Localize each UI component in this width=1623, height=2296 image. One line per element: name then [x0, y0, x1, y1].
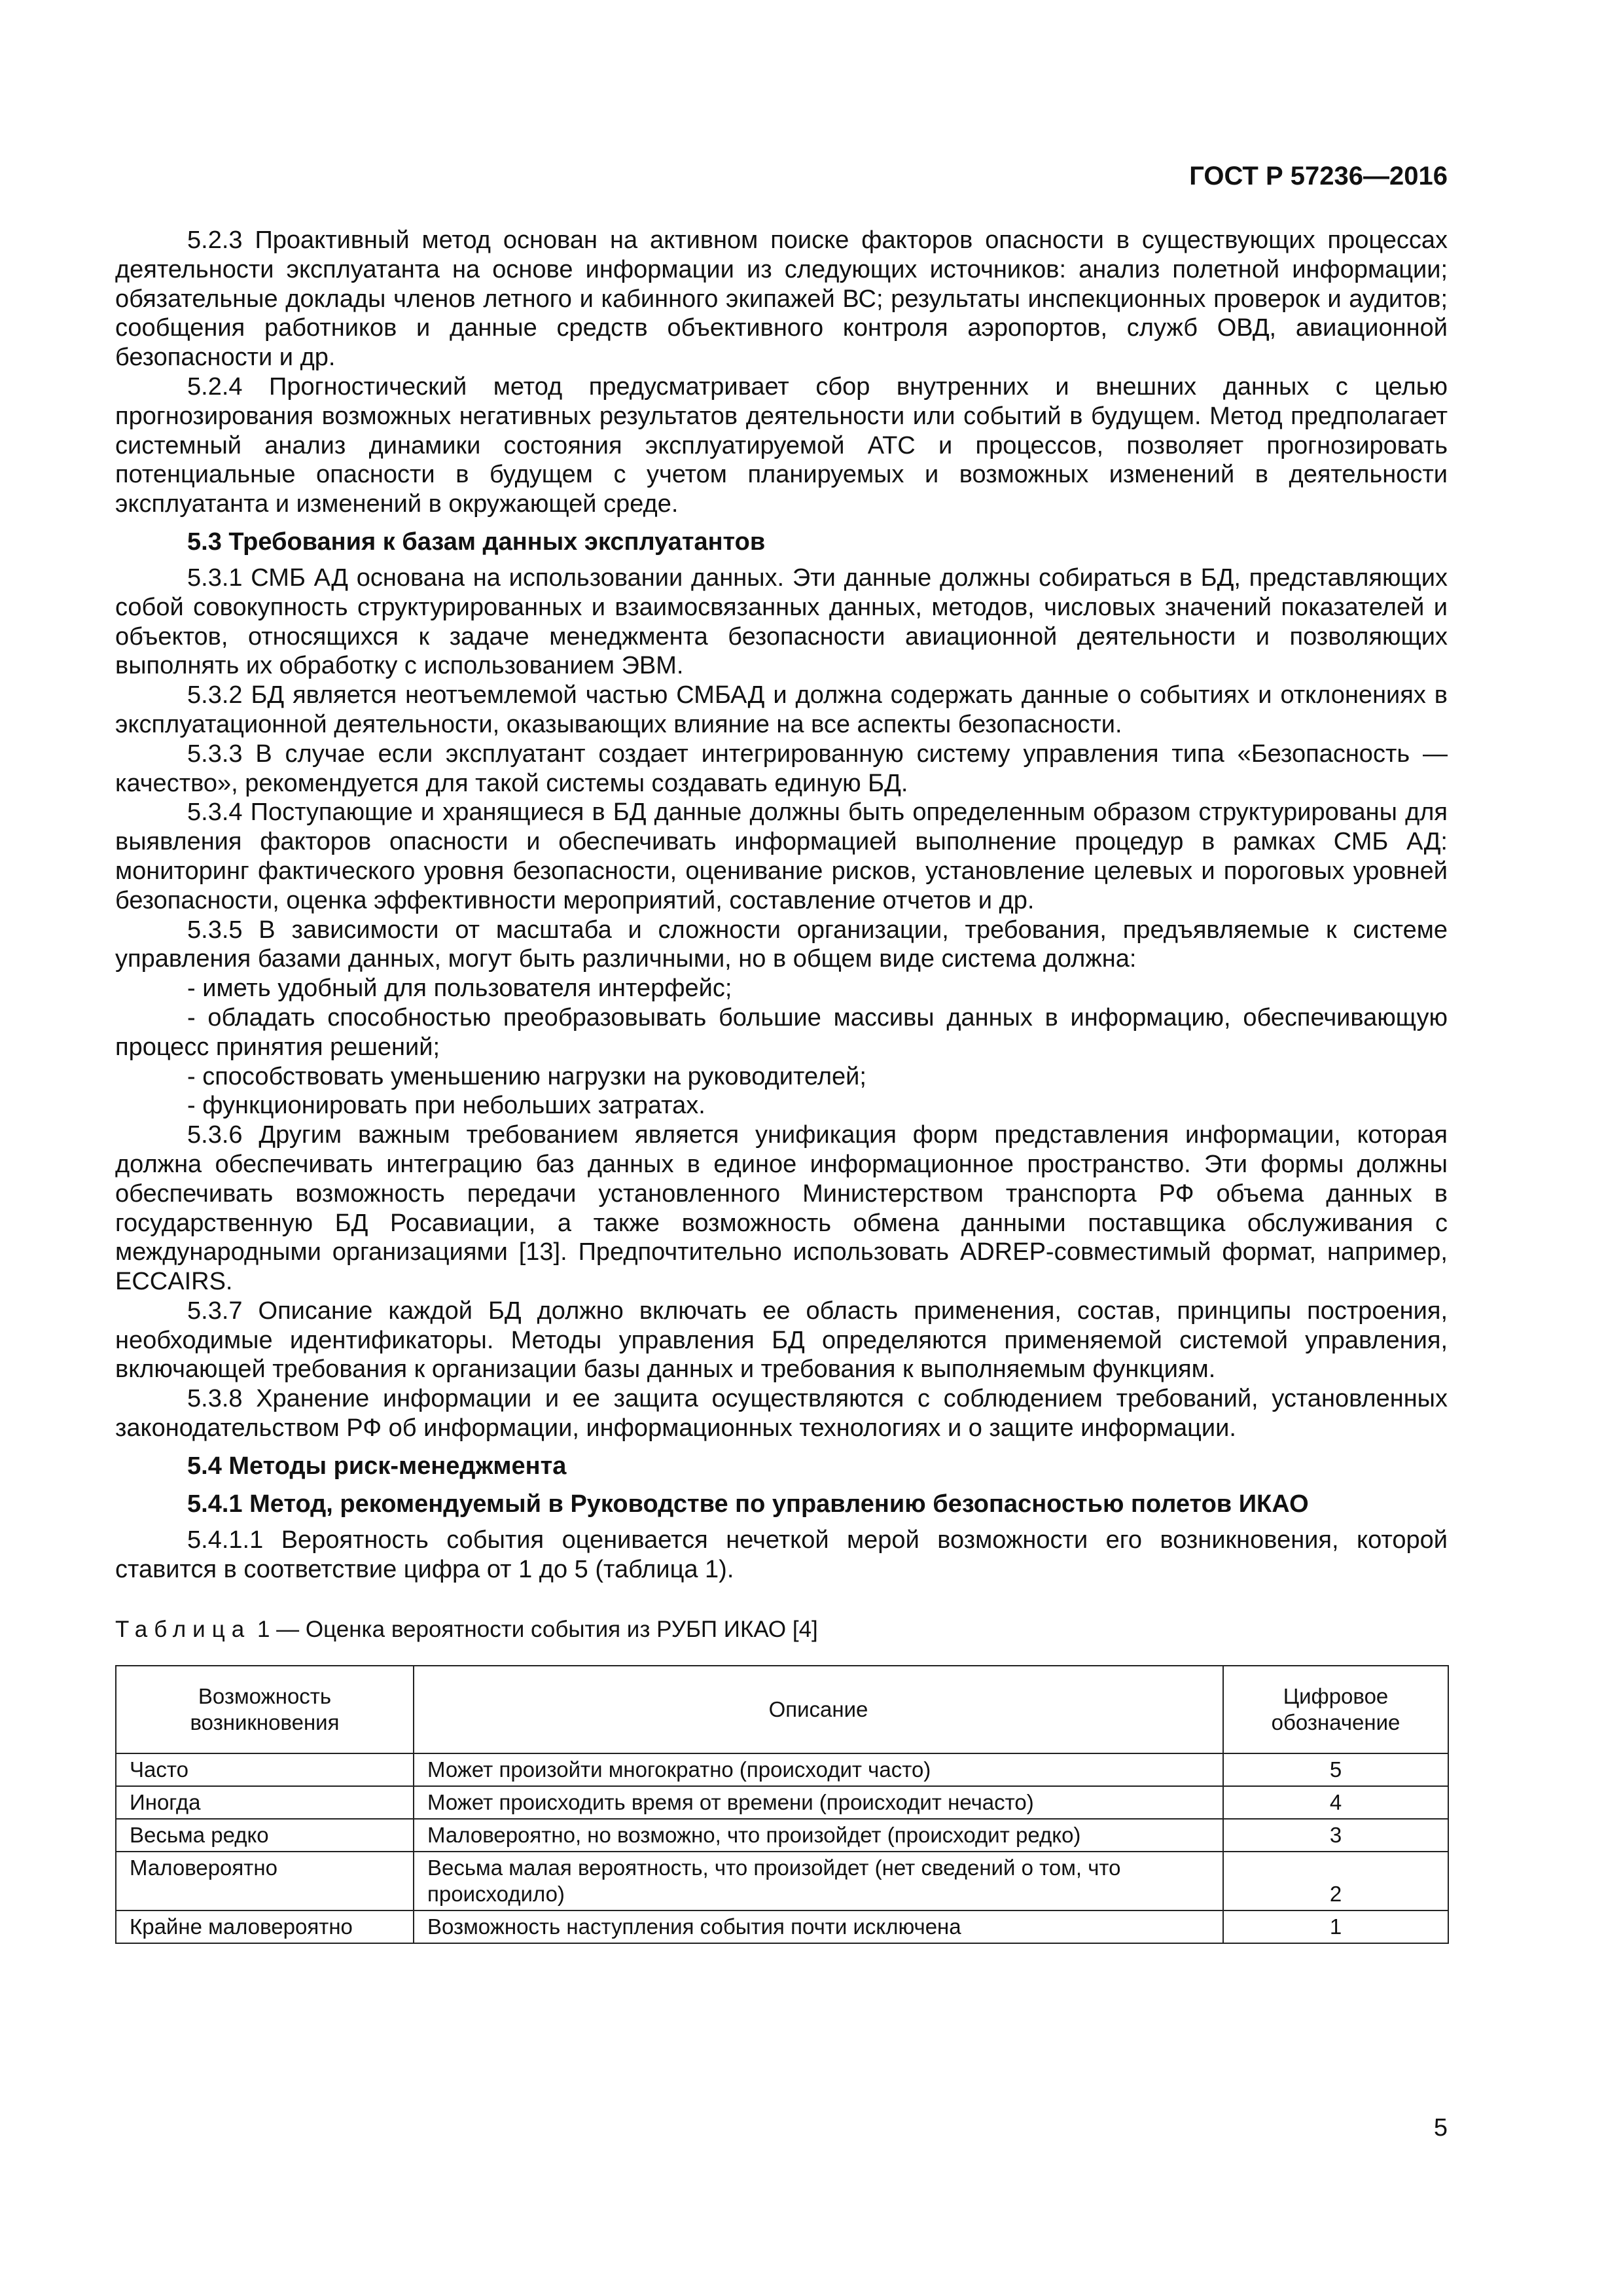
- table-row: [116, 1786, 1448, 1819]
- paragraph-5-3-2: 5.3.2 БД является неотъемлемой частью СМБАД и должна содержать данные о событиях и отклонениях в эксплуатационной деятельности, оказывающих влияние на все аспекты безопасности.: [115, 681, 1448, 738]
- table-row: [116, 1819, 1448, 1852]
- table-row: [116, 1910, 1448, 1943]
- paragraph-5-2-3: 5.2.3 Проактивный метод основан на активном поиске факторов опасности в существующих процессах деятельности эксплуатанта на основе информации из следующих источников: анализ полетной информации; обязательные доклады членов летного и кабинного экипажей ВС; результаты инспекционных проверок и аудитов; сообщения работников и данные средств объективного контроля аэропортов, служб ОВД, авиационной безопасности и др.: [115, 226, 1448, 372]
- cell-description: Может происходить время от времени (происходит нечасто): [414, 1786, 1223, 1819]
- table-caption: [115, 1615, 1448, 1644]
- list-item: - иметь удобный для пользователя интерфейс;: [187, 975, 732, 1003]
- cell-description: Возможность наступления события почти исключена: [414, 1910, 1223, 1943]
- cell-value: 5: [1223, 1753, 1448, 1786]
- list-item: - функционировать при небольших затратах.: [187, 1092, 705, 1120]
- paragraph-5-3-1: 5.3.1 СМБ АД основана на использовании данных. Эти данные должны собираться в БД, представляющих собой совокупность структурированных и взаимосвязанных данных, методов, числовых значений показателей и объектов, относящихся к задаче менеджмента безопасности авиационной деятельности и позволяющих выполнять их обработку с использованием ЭВМ.: [115, 564, 1448, 680]
- cell-likelihood: Маловероятно: [116, 1852, 414, 1910]
- cell-likelihood: Иногда: [116, 1786, 414, 1819]
- likelihood-table: [115, 1665, 1449, 1944]
- cell-likelihood: Крайне маловероятно: [116, 1910, 414, 1943]
- paragraph-5-3-7: 5.3.7 Описание каждой БД должно включать ее область применения, состав, принципы построения, необходимые идентификаторы. Методы управления БД определяются применяемой системой управления, включающей требования к организации базы данных и требования к выполняемым функциям.: [115, 1297, 1448, 1384]
- cell-value: 3: [1223, 1819, 1448, 1852]
- column-header-value: Цифровое обозначение: [1223, 1666, 1448, 1753]
- list-item: - обладать способностью преобразовывать большие массивы данных в информацию, обеспечивающую процесс принятия решений;: [115, 1003, 1448, 1061]
- cell-value: 2: [1223, 1852, 1448, 1910]
- column-header-likelihood: Возможность возникновения: [116, 1666, 414, 1753]
- paragraph-5-2-4: 5.2.4 Прогностический метод предусматривает сбор внутренних и внешних данных с целью прогнозирования возможных негативных результатов деятельности или событий в будущем. Метод предполагает системный анализ динамики состояния эксплуатируемой АТС и процессов, позволяет прогнозировать потенциальные опасности в будущем с учетом планируемых и возможных изменений в деятельности эксплуатанта и изменений в окружающей среде.: [115, 372, 1448, 518]
- table-row: [116, 1753, 1448, 1786]
- cell-description: Маловероятно, но возможно, что произойдет (происходит редко): [414, 1819, 1223, 1852]
- cell-value: 1: [1223, 1910, 1448, 1943]
- table-row: [116, 1852, 1448, 1910]
- cell-likelihood: Весьма редко: [116, 1819, 414, 1852]
- section-heading-5-3: 5.3 Требования к базам данных эксплуатантов: [187, 528, 766, 556]
- paragraph-5-3-8: 5.3.8 Хранение информации и ее защита осуществляются с соблюдением требований, установленных законодательством РФ об информации, информационных технологиях и о защите информации.: [115, 1385, 1448, 1443]
- paragraph-5-3-4: 5.3.4 Поступающие и хранящиеся в БД данные должны быть определенным образом структурированы для выявления факторов опасности и обеспечивать информацией выполнение процедур в рамках СМБ АД: мониторинг фактического уровня безопасности, оценивание рисков, установление целевых и пороговых уровней безопасности, оценка эффективности мероприятий, составление отчетов и др.: [115, 798, 1448, 914]
- table-header-row: [116, 1666, 1448, 1753]
- column-header-description: Описание: [414, 1666, 1223, 1753]
- cell-value: 4: [1223, 1786, 1448, 1819]
- subsection-heading-5-4-1: 5.4.1 Метод, рекомендуемый в Руководстве по управлению безопасностью полетов ИКАО: [187, 1490, 1309, 1518]
- document-header: ГОСТ Р 57236—2016: [1189, 162, 1448, 190]
- table-caption-label: Таблица: [115, 1617, 251, 1643]
- paragraph-5-4-1-1: 5.4.1.1 Вероятность события оценивается нечеткой мерой возможности его возникновения, которой ставится в соответствие цифра от 1 до 5 (таблица 1).: [115, 1526, 1448, 1583]
- table-caption-title: 1 — Оценка вероятности события из РУБП ИКАО [4]: [251, 1617, 818, 1643]
- paragraph-5-3-6: 5.3.6 Другим важным требованием является унификация форм представления информации, которая должна обеспечивать интеграцию баз данных в единое информационное пространство. Эти формы должны обеспечивать возможность передачи установленного Министерством транспорта РФ объема данных в государственную БД Росавиации, а также возможность обмена данными поставщика обслуживания с международными организациями [13]. Предпочтительно использовать ADREP-совместимый формат, например, ECCAIRS.: [115, 1121, 1448, 1296]
- list-item: - способствовать уменьшению нагрузки на руководителей;: [187, 1062, 866, 1090]
- cell-description: Может произойти многократно (происходит часто): [414, 1753, 1223, 1786]
- page-content: [115, 226, 1448, 1944]
- paragraph-5-3-5: 5.3.5 В зависимости от масштаба и сложности организации, требования, предъявляемые к системе управления базами данных, могут быть различными, но в общем виде система должна:: [115, 916, 1448, 973]
- cell-likelihood: Часто: [116, 1753, 414, 1786]
- page-number: 5: [1433, 2114, 1448, 2142]
- cell-description: Весьма малая вероятность, что произойдет (нет сведений о том, что происходило): [414, 1852, 1223, 1910]
- paragraph-5-3-3: 5.3.3 В случае если эксплуатант создает интегрированную систему управления типа «Безопасность — качество», рекомендуется для такой системы создавать единую БД.: [115, 740, 1448, 797]
- section-heading-5-4: 5.4 Методы риск-менеджмента: [187, 1452, 567, 1480]
